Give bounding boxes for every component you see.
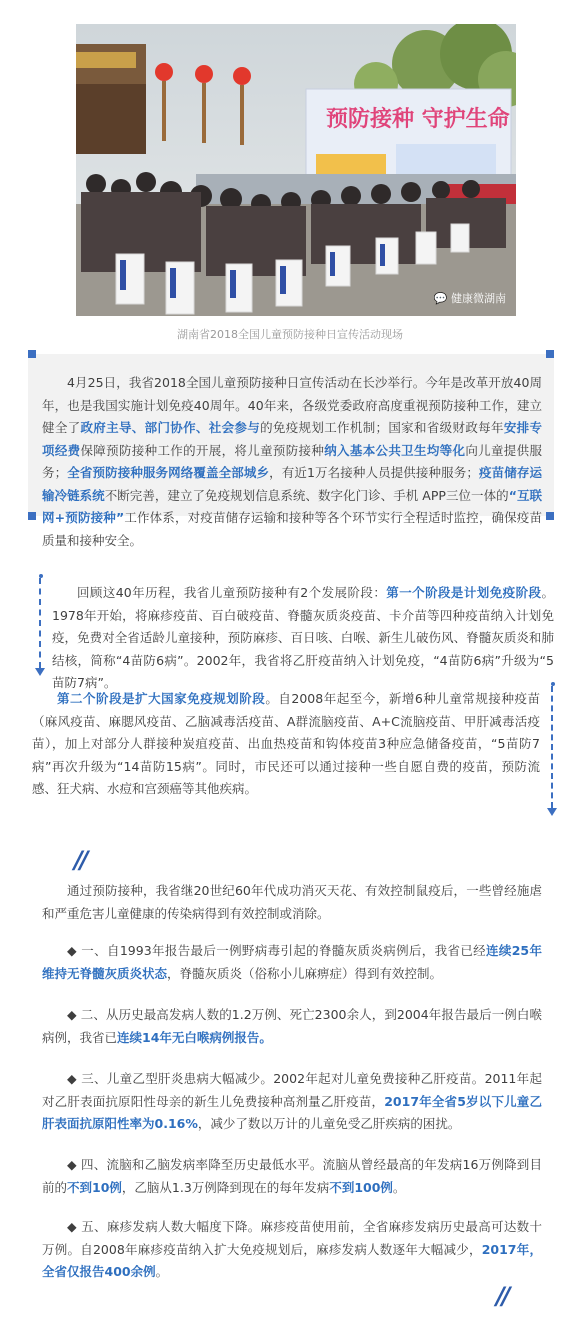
corner-top-right (546, 350, 554, 358)
item-4-text-2: ，乙脑从1.3万例降到现在的每年发病 (121, 1179, 330, 1195)
diamond-bullet-icon: ◆ (67, 943, 77, 958)
achievements-intro (42, 880, 542, 925)
item-5-highlight-1: 2017年，全省仅报告400余例 (42, 1241, 542, 1279)
wechat-icon: 💬 (433, 292, 448, 305)
intro-text-1: 4月25日，我省2018全国儿童预防接种日宣传活动在长沙举行。今年是改革开放40周年，也是我国实施计划免疫40周年。40年来，各级党委政府高度重视预防接种工作，建立健全了 (42, 375, 542, 435)
item-5-text-1: 五、麻疹发病人数大幅度下降。麻疹疫苗使用前，全省麻疹发病历史最高可达数十万例。自2008年麻疹疫苗纳入扩大免疫规划后，麻疹发病人数逐年大幅减少， (42, 1219, 542, 1257)
item-2-text-1: 二、从历史最高发病人数的1.2万例、死亡2300余人，到2004年报告最后一例白喉病例，我省已 (42, 1007, 542, 1045)
intro-text-2: 的免疫规划工作机制；国家和省级财政每年 (260, 420, 504, 435)
dashed-line-right (551, 686, 553, 808)
corner-bottom-right (546, 512, 554, 520)
intro-highlight-4: 全省预防接种服务网络覆盖全部城乡 (67, 465, 270, 480)
quote-mark-open: // (74, 846, 86, 874)
item-1-text-2: ，脊髓灰质炎（俗称小儿麻痹症）得到有效控制。 (167, 965, 443, 981)
achievements-intro-text: 通过预防接种，我省继20世纪60年代成功消灭天花、有效控制鼠疫后，一些曾经施虐和严重危害儿童健康的传染病得到有效控制或消除。 (42, 883, 542, 921)
item-4-text-1: 四、流脑和乙脑发病率降至历史最低水平。流脑从曾经最高的年发病16万例降到目前的 (42, 1157, 542, 1195)
item-2 (42, 1004, 542, 1049)
corner-bottom-left (28, 512, 36, 520)
arrow-down-right-icon (547, 808, 557, 816)
intro-highlight-5: 疫苗储存运输冷链系统 (42, 465, 542, 503)
banner-text: 预防接种 守护生命 (326, 107, 510, 132)
item-5-text-2: 。 (155, 1264, 169, 1279)
item-3-highlight-1: 2017年全省5岁以下儿童乙肝表面抗原阳性率为0.16% (42, 1093, 542, 1131)
stage2-highlight-1: 第二个阶段是扩大国家免疫规划阶段 (57, 691, 266, 706)
diamond-bullet-icon: ◆ (67, 1071, 77, 1086)
intro-highlight-3: 纳入基本公共卫生均等化 (324, 442, 466, 458)
diamond-bullet-icon: ◆ (67, 1007, 77, 1022)
dashed-line-left (39, 578, 41, 668)
quote-mark-close: // (496, 1282, 508, 1310)
item-5 (42, 1216, 542, 1284)
event-photo (76, 24, 516, 316)
history-highlight-1: 第一个阶段是计划免疫阶段 (386, 585, 542, 600)
history-paragraph (52, 582, 554, 695)
item-4-text-3: 。 (392, 1179, 406, 1195)
diamond-bullet-icon: ◆ (67, 1219, 77, 1234)
item-4-highlight-2: 不到100例 (329, 1179, 393, 1195)
arrow-down-left-icon (35, 668, 45, 676)
photo-caption: 湖南省2018全国儿童预防接种日宣传活动现场 (177, 328, 403, 341)
intro-highlight-2: 安排专项经费 (42, 420, 542, 458)
intro-text-4: 向儿童提供服务； (42, 442, 542, 480)
item-4-highlight-1: 不到10例 (67, 1179, 122, 1195)
stage2-paragraph (32, 688, 540, 801)
item-3-text-2: ，减少了数以万计的儿童免受乙肝疾病的困扰。 (197, 1116, 461, 1131)
watermark (434, 290, 506, 306)
item-1-text-1: 一、自1993年报告最后一例野病毒引起的脊髓灰质炎病例后，我省已经 (81, 943, 487, 958)
item-1-highlight-1: 连续25年维持无脊髓灰质炎状态 (42, 943, 542, 981)
watermark-text: 健康微湖南 (451, 292, 506, 305)
intro-text-7: 工作体系，对疫苗储存运输和接种等各个环节实行全程适时监控，确保疫苗质量和接种安全。 (42, 510, 542, 548)
item-3-text-1: 三、儿童乙型肝炎患病大幅减少。2002年起对儿童免费接种乙肝疫苗。2011年起对乙肝表面抗原阳性母亲的新生儿免费接种高剂量乙肝疫苗， (42, 1071, 542, 1109)
corner-top-left (28, 350, 36, 358)
diamond-bullet-icon: ◆ (67, 1157, 77, 1172)
intro-paragraph (42, 372, 542, 552)
intro-text-3: 保障预防接种工作的开展，将儿童预防接种 (80, 442, 325, 458)
intro-text-5: ，有近1万名接种人员提供接种服务； (269, 465, 479, 480)
intro-highlight-6: “互联网+预防接种” (42, 487, 542, 525)
intro-highlight-1: 政府主导、部门协作、社会参与 (80, 420, 261, 435)
item-4 (42, 1154, 542, 1199)
item-2-highlight-1: 连续14年无白喉病例报告。 (117, 1029, 272, 1045)
intro-text-6: 不断完善，建立了免疫规划信息系统、数字化门诊、手机 APP三位一体的 (104, 487, 509, 503)
item-1 (42, 940, 542, 985)
stage2-text-1: 。自2008年起至今，新增6种儿童常规接种疫苗（麻风疫苗、麻腮风疫苗、乙脑减毒活疫苗、A群流脑疫苗、A+C流脑疫苗、甲肝减毒活疫苗），加上对部分人群接种炭疽疫苗、出血热疫苗和钩体疫苗3种应急储备疫苗，“5苗防7病”再次升级为“14苗防15病”。同时，市民还可以通过接种一些自愿自费的疫苗，预防流感、狂犬病、水痘和宫颈癌等其他疾病。 (32, 691, 540, 796)
history-text-2: 。1978年开始，将麻疹疫苗、百白破疫苗、脊髓灰质炎疫苗、卡介苗等四种疫苗纳入计划免疫，免费对全省适龄儿童接种，预防麻疹、百日咳、白喉、新生儿破伤风、脊髓灰质炎和肺结核，简称“4苗防6病”。2002年，我省将乙肝疫苗纳入计划免疫，“4苗防6病”升级为“5苗防7病”。 (52, 585, 554, 690)
event-photo-illustration (76, 24, 516, 316)
history-text-1: 回顾这40年历程，我省儿童预防接种有2个发展阶段： (77, 585, 387, 600)
item-3 (42, 1068, 542, 1136)
